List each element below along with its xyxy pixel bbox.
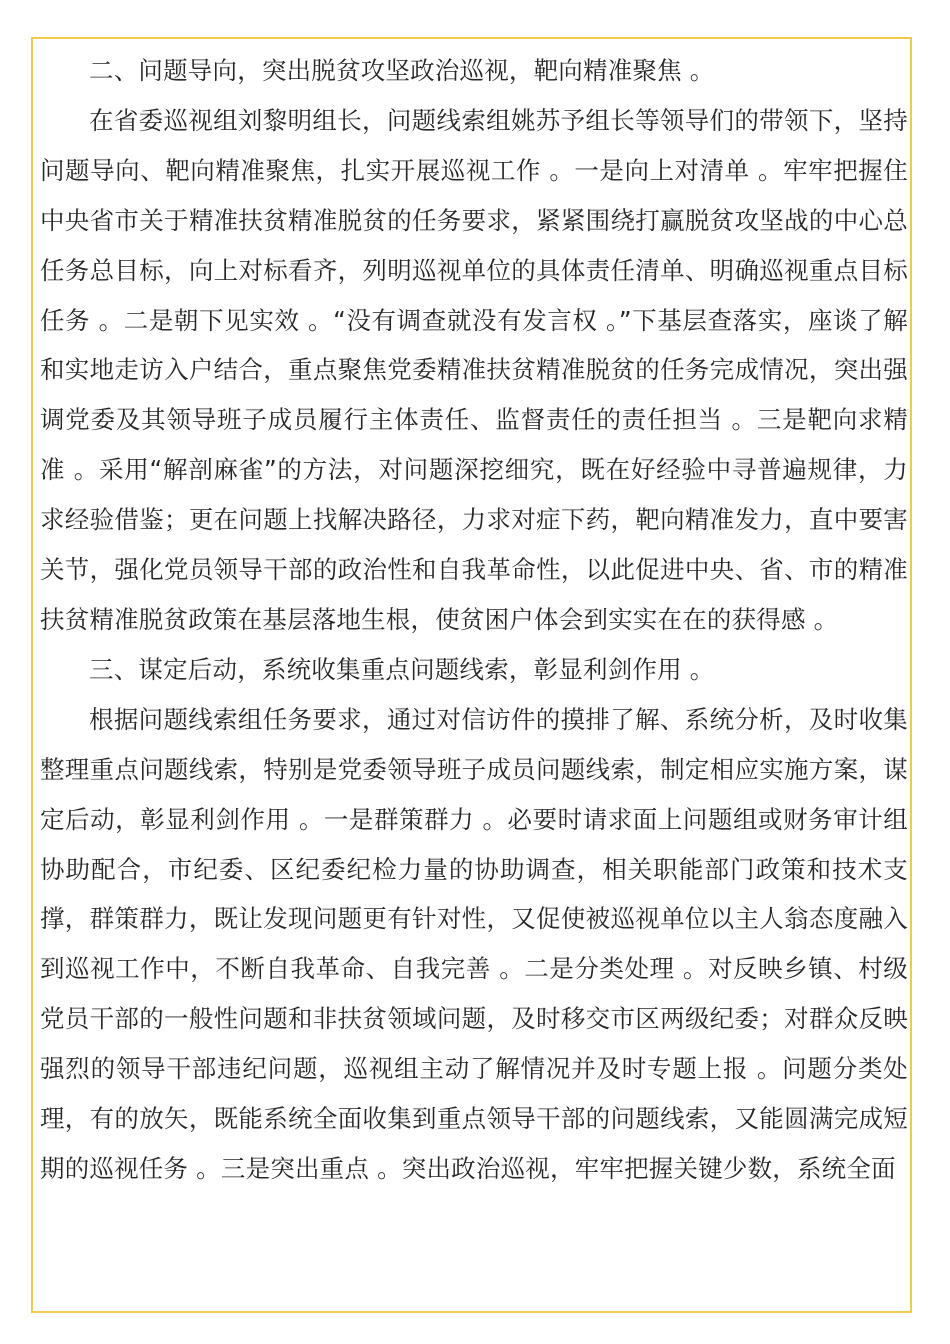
document-body: [40, 46, 908, 1194]
section-heading-3: 三、谋定后动，系统收集重点问题线索，彰显利剑作用 。: [89, 654, 715, 684]
section-heading-2: 二、问题导向，突出脱贫攻坚政治巡视，靶向精准聚焦 。: [89, 56, 715, 85]
paragraph-section-3: 根据问题线索组任务要求，通过对信访件的摸排了解、系统分析，及时收集整理重点问题线索，特别是党委领导班子成员问题线索，制定相应实施方案，谋定后动，彰显利剑作用 。一是群策群力 。必要时请求面上问题组或财务审计组协助配合，市纪委、区纪委纪检力量的协助调查，相关职能部门政策和技术支撑，群策群力，既让发现问题更有针对性，又促使被巡视单位以主人翁态度融入到巡视工作中，不断自我革命、自我完善 。二是分类处理 。对反映乡镇、村级党员干部的一般性问题和非扶贫领域问题，及时移交市区两级纪委；对群众反映强烈的领导干部违纪问题，巡视组主动了解情况并及时专题上报 。问题分类处理，有的放矢，既能系统全面收集到重点领导干部的问题线索，又能圆满完成短期的巡视任务 。三是突出重点 。突出政治巡视，牢牢把握关键少数，系统全面: [40, 704, 908, 1183]
paragraph-section-2: 在省委巡视组刘黎明组长，问题线索组姚苏予组长等领导们的带领下，坚持问题导向、靶向精准聚焦，扎实开展巡视工作 。一是向上对清单 。牢牢把握住中央省市关于精准扶贫精准脱贫的任务要求，紧紧围绕打赢脱贫攻坚战的中心总任务总目标，向上对标看齐，列明巡视单位的具体责任清单、明确巡视重点目标任务 。二是朝下见实效 。“没有调查就没有发言权 。”下基层查落实，座谈了解和实地走访入户结合，重点聚焦党委精准扶贫精准脱贫的任务完成情况，突出强调党委及其领导班子成员履行主体责任、监督责任的责任担当 。三是靶向求精准 。采用“解剖麻雀”的方法，对问题深挖细究，既在好经验中寻普遍规律，力求经验借鉴；更在问题上找解决路径，力求对症下药，靶向精准发力，直中要害关节，强化党员领导干部的政治性和自我革命性，以此促进中央、省、市的精准扶贫精准脱贫政策在基层落地生根，使贫困户体会到实实在在的获得感 。: [40, 105, 908, 634]
